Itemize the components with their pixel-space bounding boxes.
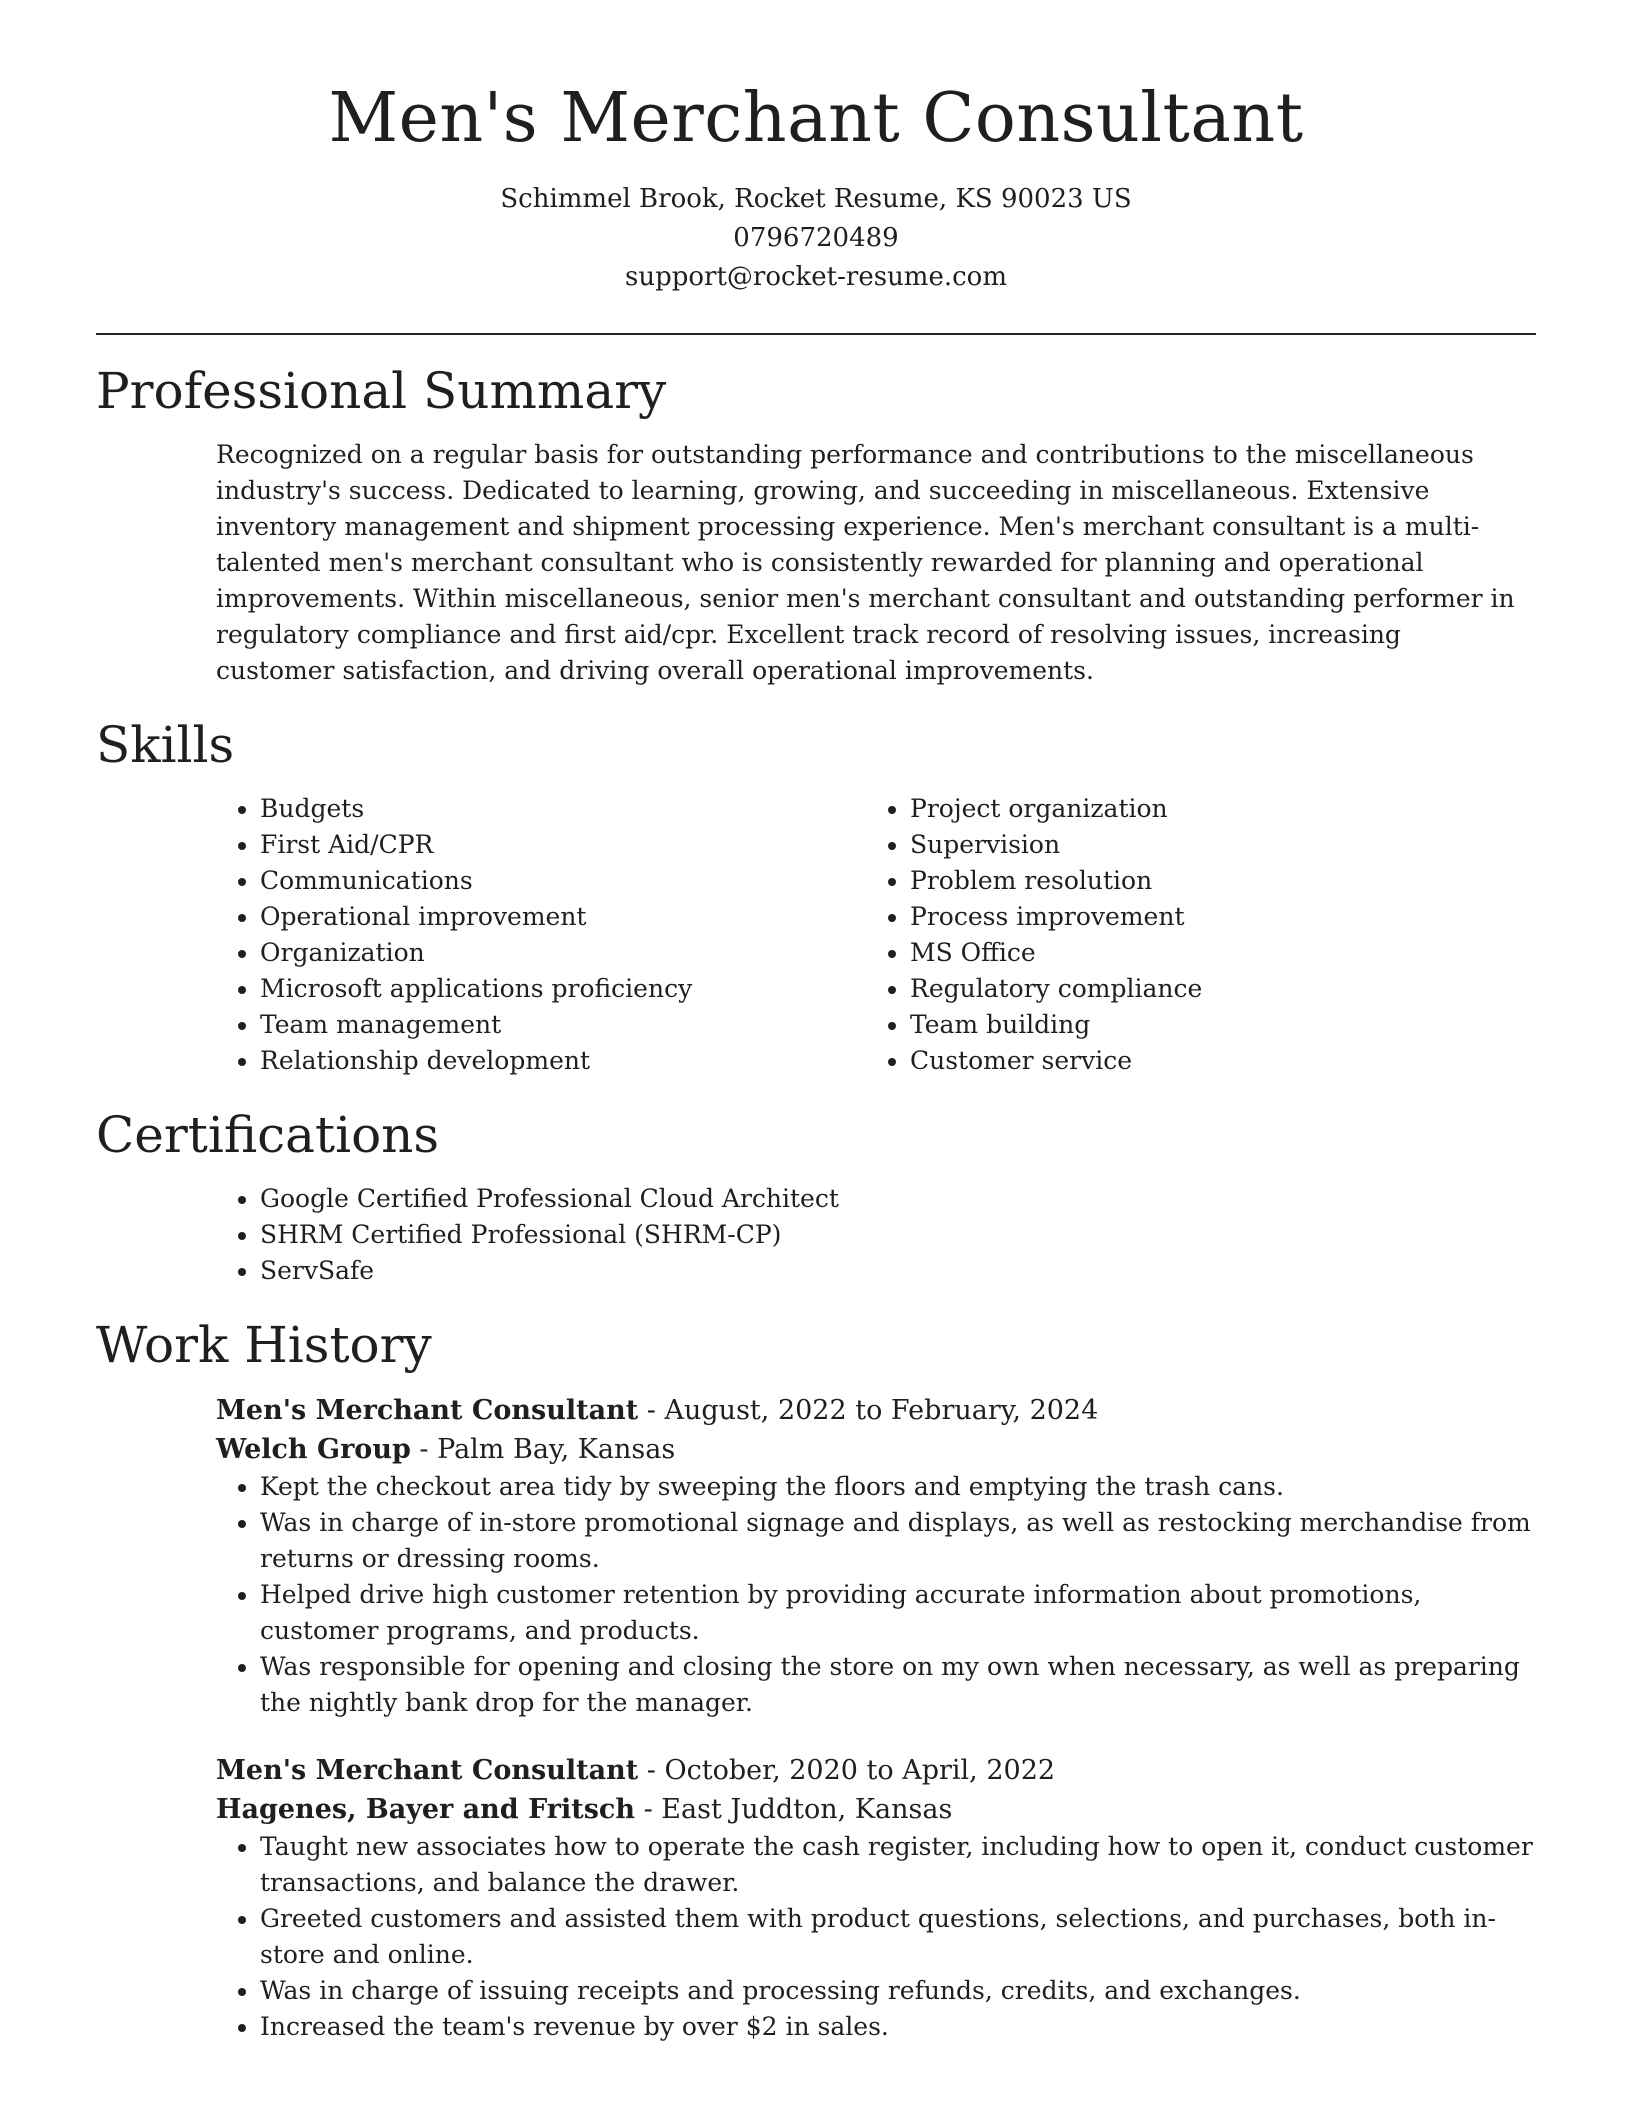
job-title-line [216,1751,1536,1790]
job-location: - Palm Bay, Kansas [410,1434,676,1466]
certifications-section [96,1105,1536,1289]
skill-item: • Microsoft applications proficiency [260,971,866,1007]
skill-item: • Problem resolution [910,863,1516,899]
certification-item: • Google Certified Professional Cloud Architect [260,1181,1536,1217]
summary-text: Recognized on a regular basis for outstanding performance and contributions to the miscellaneous industry's success. Dedicated to learning, growing, and succeeding in miscellaneous. Extensive inventory management and shipment processing experience. Men's merchant consultant is a multi-talented men's merchant consultant who is consistently rewarded for planning and operational improvements. Within miscellaneous, senior men's merchant consultant and outstanding performer in regulatory compliance and first aid/cpr. Excellent track record of resolving issues, increasing customer satisfaction, and driving overall operational improvements. [216,440,1515,686]
job-bullet: • Was in charge of issuing receipts and processing refunds, credits, and exchanges. [260,1973,1536,2009]
job-bullet: • Kept the checkout area tidy by sweeping the floors and emptying the trash cans. [260,1469,1536,1505]
contact-email: support@rocket-resume.com [624,262,1007,293]
job-company: Hagenes, Bayer and Fritsch [216,1794,636,1826]
skill-item: • Project organization [910,791,1516,827]
certification-item: • SHRM Certified Professional (SHRM-CP) [260,1217,1536,1253]
job-bullet: • Greeted customers and assisted them with product questions, selections, and purchases, both in-store and online. [260,1901,1536,1973]
skill-item: • Supervision [910,827,1516,863]
job-company: Welch Group [216,1434,411,1466]
job-dates: - August, 2022 to February, 2024 [638,1395,1099,1427]
job-role: Men's Merchant Consultant [216,1395,639,1427]
job-location: - East Juddton, Kansas [635,1794,953,1826]
skill-item: • Team building [910,1007,1516,1043]
resume-header [96,80,1536,297]
skill-item: • Budgets [260,791,866,827]
skill-item: • Communications [260,863,866,899]
summary-heading: Professional Summary [96,362,667,421]
contact-address: Schimmel Brook, Rocket Resume, KS 90023 US [500,184,1132,215]
skill-item: • First Aid/CPR [260,827,866,863]
contact-phone: 0796720489 [733,223,899,254]
work-history-section [96,1315,1536,2045]
skill-item: • Regulatory compliance [910,971,1516,1007]
header-divider [96,333,1536,335]
job-dates: - October, 2020 to April, 2022 [638,1755,1056,1787]
job-entry [216,1751,1536,2045]
job-bullet: • Taught new associates how to operate the cash register, including how to open it, conduct customer transactions, and balance the drawer. [260,1829,1536,1901]
job-bullet: • Was in charge of in-store promotional signage and displays, as well as restocking merchandise from returns or dressing rooms. [260,1505,1536,1577]
job-company-line [216,1790,1536,1829]
work-history-heading: Work History [96,1316,432,1375]
job-bullet: • Was responsible for opening and closing the store on my own when necessary, as well as preparing the nightly bank drop for the manager. [260,1649,1536,1721]
job-role: Men's Merchant Consultant [216,1755,639,1787]
job-title-line [216,1391,1536,1430]
skill-item: • Process improvement [910,899,1516,935]
candidate-name: Men's Merchant Consultant [328,79,1304,158]
job-bullet: • Increased the team's revenue by over $2 in sales. [260,2009,1536,2045]
skills-column-right [866,791,1516,1079]
skill-item: • Customer service [910,1043,1516,1079]
skill-item: • Operational improvement [260,899,866,935]
job-company-line [216,1430,1536,1469]
skill-item: • MS Office [910,935,1516,971]
job-entry [216,1391,1536,1721]
skills-column-left [216,791,866,1079]
skill-item: • Team management [260,1007,866,1043]
certification-item: • ServSafe [260,1253,1536,1289]
job-bullet: • Helped drive high customer retention by providing accurate information about promotions, customer programs, and products. [260,1577,1536,1649]
certifications-heading: Certifications [96,1106,440,1165]
skills-section [96,715,1536,1079]
skill-item: • Organization [260,935,866,971]
skills-heading: Skills [96,716,235,775]
summary-section [96,361,1536,689]
skill-item: • Relationship development [260,1043,866,1079]
